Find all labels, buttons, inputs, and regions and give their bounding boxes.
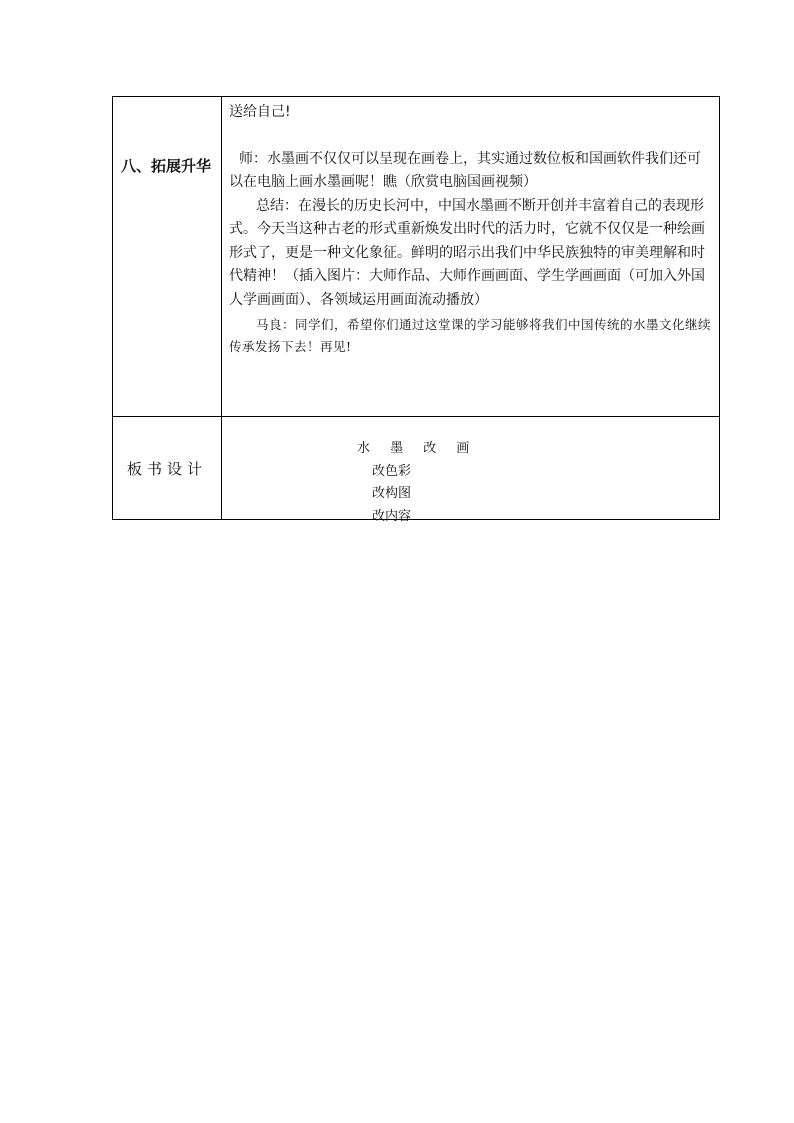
board-design-content <box>222 417 720 524</box>
extend-section-row <box>113 97 720 417</box>
board-design-label: 板书设计 <box>113 417 222 520</box>
board-item: 改构图 <box>372 486 412 501</box>
board-title: 水 墨 改 画 <box>357 441 478 456</box>
extend-section-content <box>222 97 720 417</box>
board-item: 改色彩 <box>372 464 412 479</box>
board-item: 改内容 <box>372 509 412 524</box>
lesson-plan-table <box>112 96 720 524</box>
summary-paragraph: 总结：在漫长的历史长河中，中国水墨画不断开创并丰富着自己的表现形式。今天当这种古老的形式重新焕发出时代的活力时，它就不仅仅是一种绘画形式了，更是一种文化象征。鲜明的昭示出我们中华民族独特的审美理解和时代精神！（插入图片：大师作品、大师作画画面、学生学画画面（可加入外国人学画画面）、各领域运用画面流动播放） <box>229 197 705 308</box>
ma-liang-paragraph: 马良：同学们，希望你们通过这堂课的学习能够将我们中国传统的水墨文化继续传承发扬下去！再见! <box>229 317 712 354</box>
teacher-paragraph: 师：水墨画不仅仅可以呈现在画卷上，其实通过数位板和国画软件我们还可以在电脑上画水墨画呢！瞧（欣赏电脑国画视频） <box>229 150 701 190</box>
board-design-row <box>113 417 720 520</box>
extend-section-label: 八、拓展升华 <box>113 97 222 417</box>
gift-line: 送给自己! <box>229 104 291 120</box>
